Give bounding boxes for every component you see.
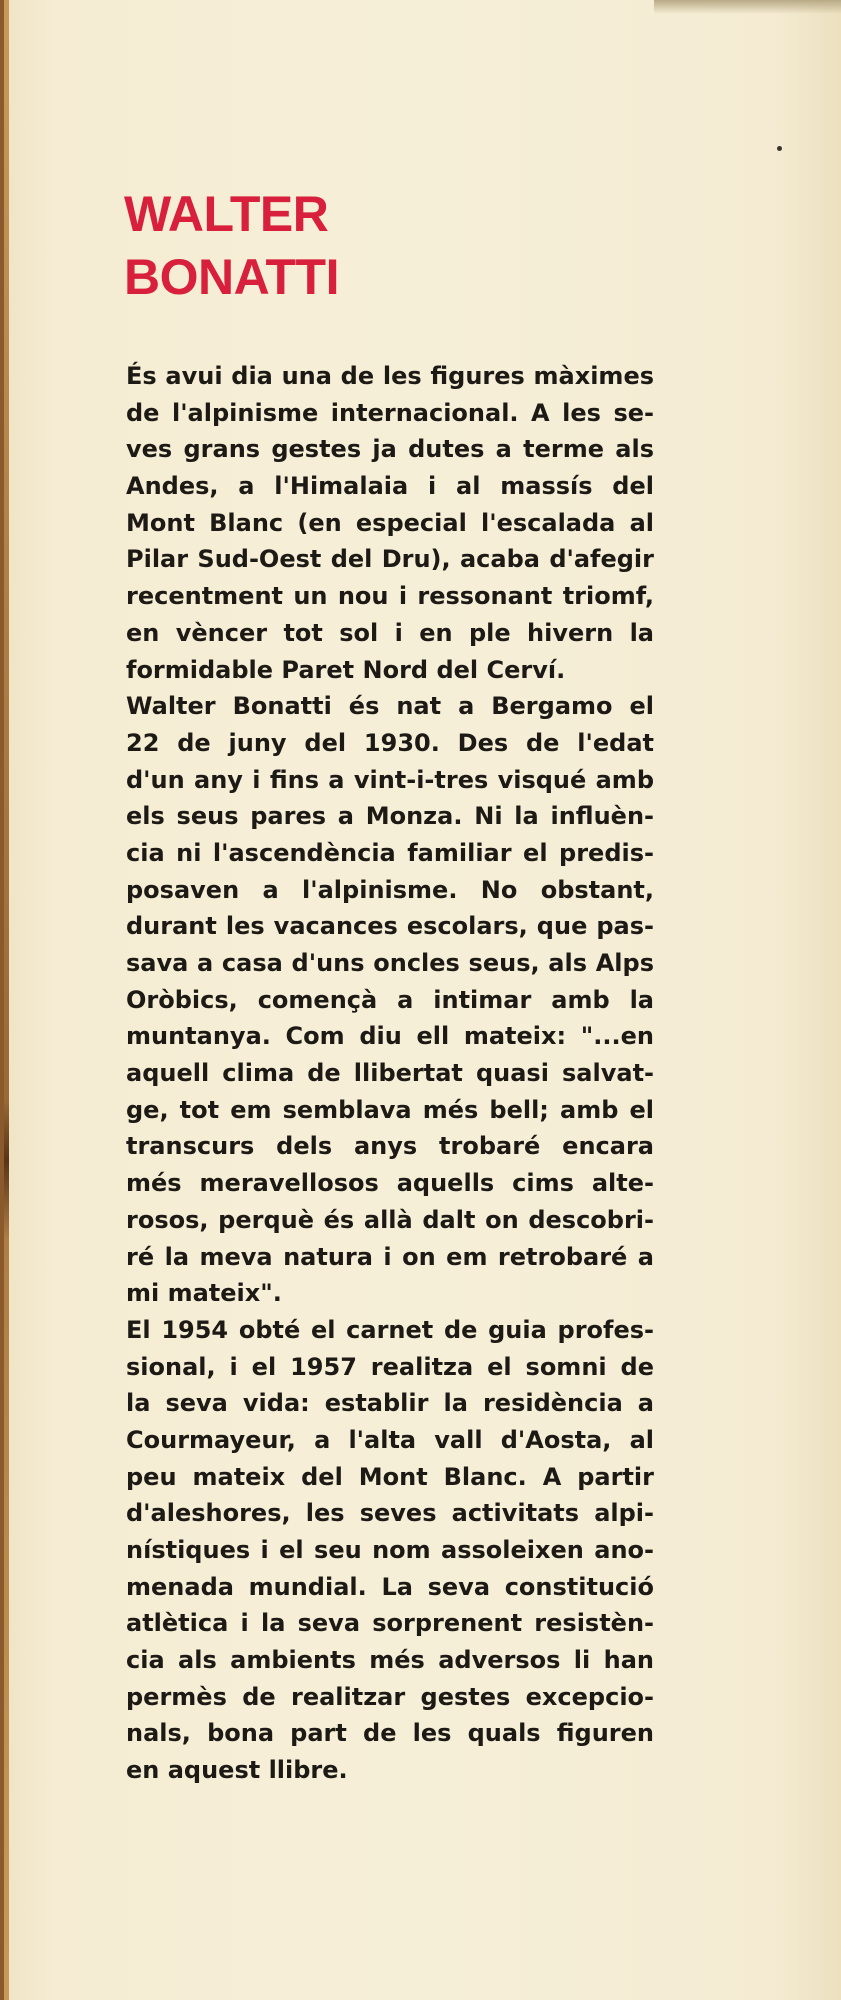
book-flap-page <box>4 0 841 2000</box>
text-line: atlètica i la seva sorprenent resistèn- <box>126 1609 654 1638</box>
text-line: rosos, perquè és allà dalt on descobri- <box>126 1205 654 1234</box>
page-edge <box>4 0 9 2000</box>
text-line: 22 de juny del 1930. Des de l'edat <box>126 728 654 757</box>
text-line: cia als ambients més adversos li han <box>126 1646 654 1675</box>
text-line: muntanya. Com diu ell mateix: "...en <box>126 1022 654 1051</box>
author-name-title <box>124 183 339 309</box>
text-line: permès de realitzar gestes excepcio- <box>126 1682 654 1711</box>
text-line: de l'alpinisme internacional. A les se- <box>126 398 654 427</box>
text-line: cia ni l'ascendència familiar el predis- <box>126 838 654 867</box>
text-line: ge, tot em semblava més bell; amb el <box>126 1095 654 1124</box>
text-line: més meravellosos aquells cims alte- <box>126 1169 654 1198</box>
text-line: d'aleshores, les seves activitats alpi- <box>126 1499 654 1528</box>
text-line: Andes, a l'Himalaia i al massís del <box>126 472 654 501</box>
text-line: nístiques i el seu nom assoleixen ano- <box>126 1536 654 1564</box>
text-line: És avui dia una de les figures màximes <box>126 362 654 390</box>
text-line: durant les vacances escolars, que pas- <box>126 912 654 941</box>
text-line: Courmayeur, a l'alta vall d'Aosta, al <box>126 1425 654 1454</box>
text-line: Walter Bonatti és nat a Bergamo el <box>126 692 654 721</box>
text-line: sava a casa d'uns oncles seus, als Alps <box>126 949 654 977</box>
text-line: la seva vida: establir la residència a <box>126 1389 654 1418</box>
text-line: sional, i el 1957 realitza el somni de <box>126 1352 654 1381</box>
text-line: menada mundial. La seva constitució <box>126 1572 654 1601</box>
text-line: Mont Blanc (en especial l'escalada al <box>126 508 654 537</box>
biography-text <box>126 358 654 1789</box>
text-line: ré la meva natura i on em retrobaré a <box>126 1242 654 1271</box>
text-line: formidable Paret Nord del Cerví. <box>126 655 566 684</box>
text-line: en aquest llibre. <box>126 1756 348 1785</box>
text-line: El 1954 obté el carnet de guia profes- <box>126 1315 654 1344</box>
text-line: recentment un nou i ressonant triomf, <box>126 582 654 611</box>
text-line: ves grans gestes ja dutes a terme als <box>126 435 654 464</box>
text-line: nals, bona part de les quals figuren <box>126 1719 654 1748</box>
paper-fold-shadow <box>654 0 841 14</box>
text-line: Pilar Sud-Oest del Dru), acaba d'afegir <box>126 545 654 574</box>
text-line: posaven a l'alpinisme. No obstant, <box>126 875 654 904</box>
text-line: mi mateix". <box>126 1279 282 1308</box>
paper-speck <box>777 146 782 151</box>
title-line-2: BONATTI <box>124 249 339 305</box>
text-line: aquell clima de llibertat quasi salvat- <box>126 1059 654 1088</box>
text-line: Oròbics, començà a intimar amb la <box>126 985 654 1014</box>
text-line: els seus pares a Monza. Ni la influèn- <box>126 802 654 831</box>
text-line: en vèncer tot sol i en ple hivern la <box>126 618 654 647</box>
text-line: transcurs dels anys trobaré encara <box>126 1132 654 1161</box>
title-line-1: WALTER <box>124 186 329 242</box>
text-line: d'un any i fins a vint-i-tres visqué amb <box>126 765 654 794</box>
text-line: peu mateix del Mont Blanc. A partir <box>126 1462 654 1491</box>
